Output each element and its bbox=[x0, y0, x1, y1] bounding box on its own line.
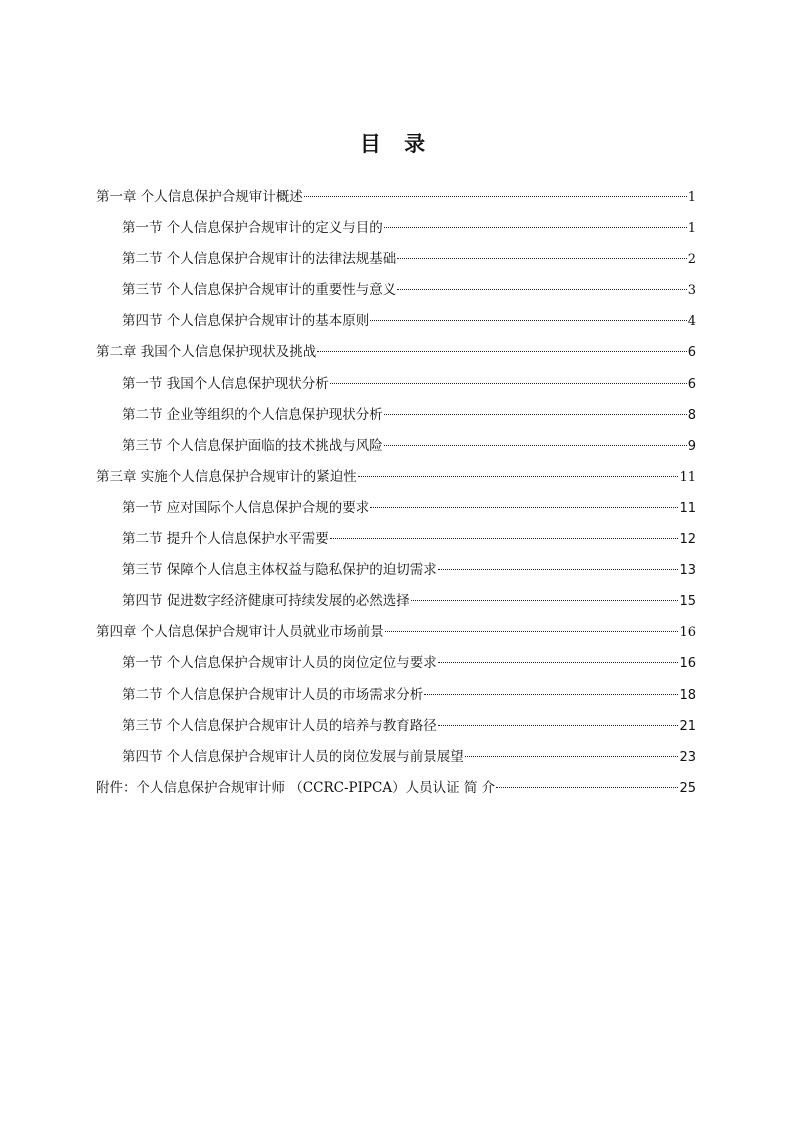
toc-entry-title: 第三节 个人信息保护合规审计人员的培养与教育路径 bbox=[122, 717, 437, 734]
toc-dot-leader bbox=[438, 662, 679, 663]
toc-entry-title: 第一节 我国个人信息保护现状分析 bbox=[122, 375, 329, 392]
toc-dot-leader bbox=[411, 600, 679, 601]
toc-entry-title: 第一节 应对国际个人信息保护合规的要求 bbox=[122, 499, 370, 516]
toc-page-number: 4 bbox=[687, 314, 696, 330]
toc-section-entry[interactable] bbox=[96, 306, 696, 337]
toc-chapter-entry[interactable] bbox=[96, 462, 696, 493]
toc-entry-title: 附件：个人信息保护合规审计师 （CCRC-PIPCA）人员认证 简 介 bbox=[96, 779, 496, 796]
toc-dot-leader bbox=[496, 787, 678, 788]
toc-section-entry[interactable] bbox=[96, 524, 696, 555]
toc-entry-title: 第二节 企业等组织的个人信息保护现状分析 bbox=[122, 406, 383, 423]
toc-entry-title: 第四节 个人信息保护合规审计人员的岗位发展与前景展望 bbox=[122, 748, 464, 765]
toc-section-entry[interactable] bbox=[96, 369, 696, 400]
toc-dot-leader bbox=[330, 538, 679, 539]
toc-page-number: 2 bbox=[687, 252, 696, 268]
toc-section-entry[interactable] bbox=[96, 680, 696, 711]
toc-entry-title: 第二节 个人信息保护合规审计人员的市场需求分析 bbox=[122, 686, 424, 703]
toc-dot-leader bbox=[384, 414, 687, 415]
toc-section-entry[interactable] bbox=[96, 244, 696, 275]
toc-dot-leader bbox=[317, 351, 686, 352]
toc-page-number: 16 bbox=[679, 656, 696, 672]
toc-section-entry[interactable] bbox=[96, 213, 696, 244]
toc-page-number: 15 bbox=[679, 594, 696, 610]
toc-chapter-entry[interactable] bbox=[96, 182, 696, 213]
toc-entry-title: 第二章 我国个人信息保护现状及挑战 bbox=[96, 344, 317, 361]
toc-page-number: 11 bbox=[679, 469, 696, 485]
toc-page-number: 18 bbox=[679, 687, 696, 703]
toc-page-number: 11 bbox=[679, 500, 696, 516]
toc-entry-title: 第三节 个人信息保护面临的技术挑战与风险 bbox=[122, 437, 383, 454]
toc-page-number: 16 bbox=[679, 625, 696, 641]
toc-page-number: 23 bbox=[679, 749, 696, 765]
toc-dot-leader bbox=[397, 289, 686, 290]
table-of-contents bbox=[96, 182, 696, 804]
toc-page-number: 21 bbox=[679, 718, 696, 734]
toc-entry-title: 第一节 个人信息保护合规审计的定义与目的 bbox=[122, 220, 383, 237]
toc-page-number: 12 bbox=[679, 532, 696, 548]
toc-entry-title: 第一节 个人信息保护合规审计人员的岗位定位与要求 bbox=[122, 655, 437, 672]
toc-page-number: 1 bbox=[687, 221, 696, 237]
toc-page-number: 1 bbox=[687, 190, 696, 205]
toc-page-number: 8 bbox=[687, 407, 696, 423]
toc-entry-title: 第四节 促进数字经济健康可持续发展的必然选择 bbox=[122, 593, 410, 610]
toc-page-number: 13 bbox=[679, 563, 696, 579]
toc-section-entry[interactable] bbox=[96, 275, 696, 306]
page-title: 目 录 bbox=[359, 132, 434, 156]
toc-entry-title: 第三章 实施个人信息保护合规审计的紧迫性 bbox=[96, 468, 357, 485]
toc-page-number: 6 bbox=[687, 345, 696, 361]
toc-entry-title: 第三节 保障个人信息主体权益与隐私保护的迫切需求 bbox=[122, 562, 437, 579]
toc-dot-leader bbox=[370, 320, 686, 321]
toc-dot-leader bbox=[384, 227, 687, 228]
toc-entry-title: 第二节 个人信息保护合规审计的法律法规基础 bbox=[122, 251, 397, 268]
toc-dot-leader bbox=[358, 476, 679, 477]
toc-entry-title: 第三节 个人信息保护合规审计的重要性与意义 bbox=[122, 282, 397, 299]
toc-section-entry[interactable] bbox=[96, 493, 696, 524]
toc-page-number: 6 bbox=[687, 376, 696, 392]
toc-section-entry[interactable] bbox=[96, 586, 696, 617]
toc-section-entry[interactable] bbox=[96, 555, 696, 586]
toc-dot-leader bbox=[465, 756, 679, 757]
toc-dot-leader bbox=[424, 694, 678, 695]
toc-chapter-entry[interactable] bbox=[96, 337, 696, 368]
toc-section-entry[interactable] bbox=[96, 648, 696, 679]
toc-dot-leader bbox=[330, 383, 687, 384]
toc-dot-leader bbox=[384, 445, 687, 446]
toc-entry-title: 第四节 个人信息保护合规审计的基本原则 bbox=[122, 313, 370, 330]
toc-section-entry[interactable] bbox=[96, 742, 696, 773]
toc-entry-title: 第四章 个人信息保护合规审计人员就业市场前景 bbox=[96, 624, 384, 641]
toc-page-number: 9 bbox=[687, 438, 696, 454]
toc-section-entry[interactable] bbox=[96, 400, 696, 431]
toc-section-entry[interactable] bbox=[96, 431, 696, 462]
toc-dot-leader bbox=[370, 507, 678, 508]
toc-chapter-entry[interactable] bbox=[96, 773, 696, 804]
toc-section-entry[interactable] bbox=[96, 711, 696, 742]
toc-dot-leader bbox=[438, 569, 679, 570]
toc-dot-leader bbox=[397, 258, 686, 259]
toc-entry-title: 第一章 个人信息保护合规审计概述 bbox=[96, 189, 303, 205]
toc-dot-leader bbox=[385, 631, 679, 632]
toc-page-number: 3 bbox=[687, 283, 696, 299]
toc-dot-leader bbox=[438, 725, 679, 726]
toc-page-number: 25 bbox=[679, 780, 696, 796]
toc-chapter-entry[interactable] bbox=[96, 617, 696, 648]
toc-dot-leader bbox=[304, 196, 687, 197]
toc-entry-title: 第二节 提升个人信息保护水平需要 bbox=[122, 531, 329, 548]
